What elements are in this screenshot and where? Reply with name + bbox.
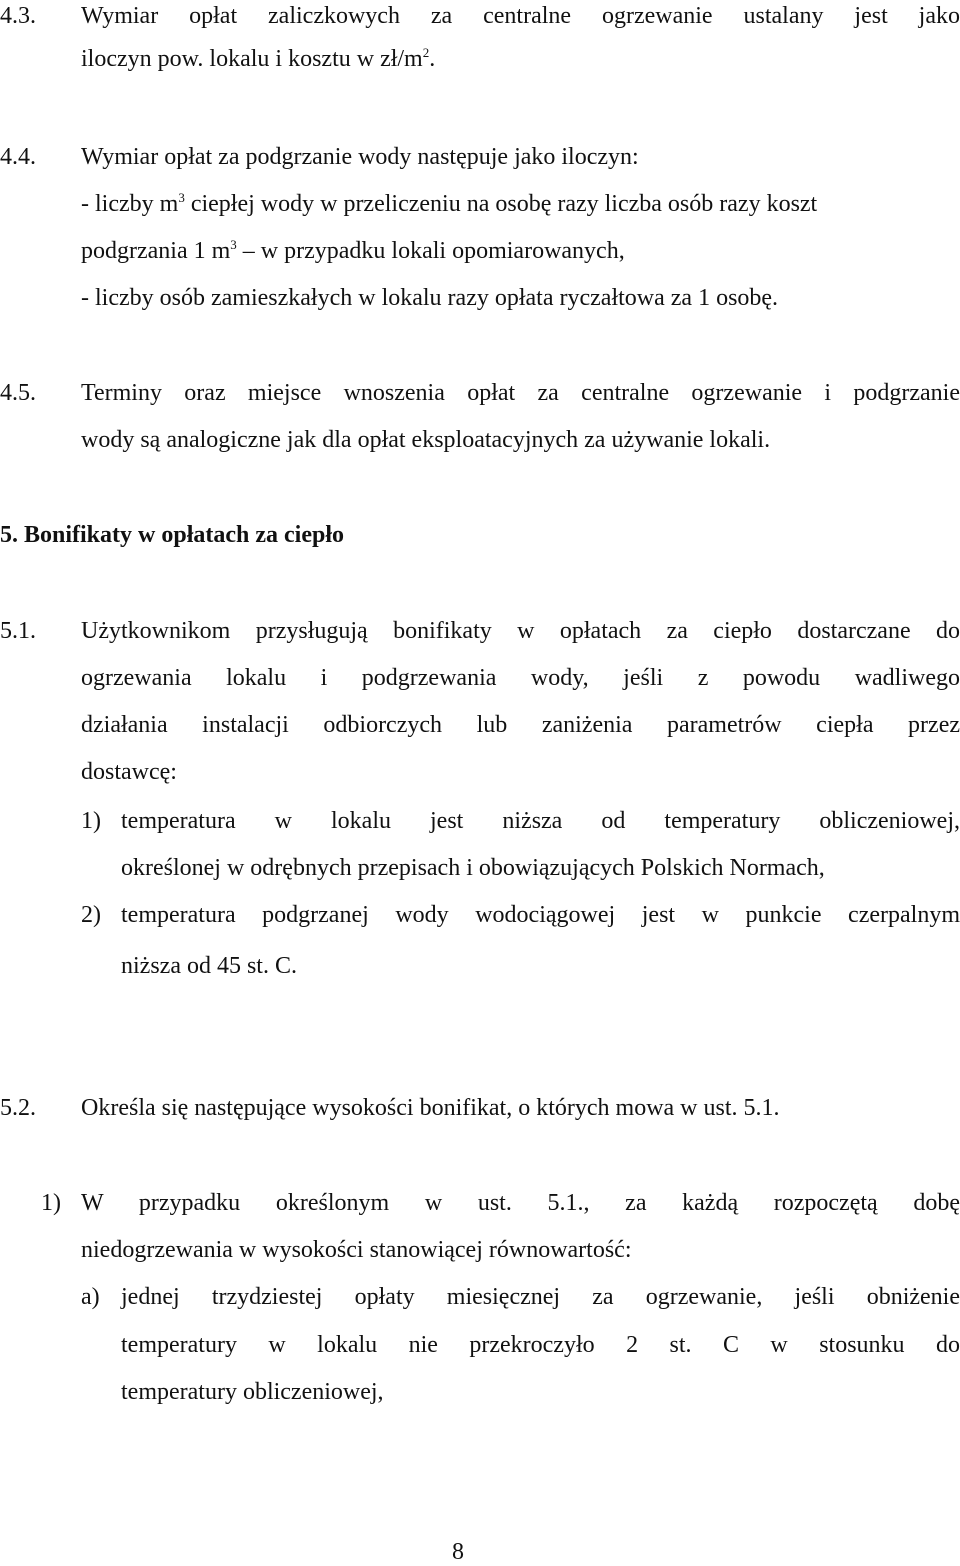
superscript: 3 bbox=[230, 237, 237, 252]
paragraph-line: wody są analogiczne jak dla opłat eksploatacyjnych za używanie lokali. bbox=[81, 427, 771, 453]
section-number: 5.2. bbox=[0, 1095, 36, 1121]
text-run: iloczyn pow. lokalu i kosztu w zł/m bbox=[81, 46, 423, 72]
paragraph-line: Określa się następujące wysokości bonifikat, o których mowa w ust. 5.1. bbox=[81, 1095, 780, 1121]
paragraph-line: - liczby osób zamieszkałych w lokalu razy opłata ryczałtowa za 1 osobę. bbox=[81, 285, 779, 311]
section-number: 4.5. bbox=[0, 380, 36, 406]
paragraph-line: Wymiar opłat zaliczkowych za centralne ogrzewanie ustalany jest jako bbox=[81, 3, 960, 29]
list-item-line: temperatury obliczeniowej, bbox=[121, 1379, 384, 1405]
text-run: . bbox=[429, 46, 436, 72]
list-item-line: temperatury w lokalu nie przekroczyło 2 st. C w stosunku do bbox=[121, 1332, 960, 1358]
list-item-number: 1) bbox=[41, 1190, 61, 1216]
text-run: - liczby m bbox=[81, 191, 179, 217]
section-heading: 5. Bonifikaty w opłatach za ciepło bbox=[0, 522, 345, 548]
paragraph-line bbox=[81, 45, 435, 73]
paragraph-line: dostawcę: bbox=[81, 759, 177, 785]
section-number: 4.3. bbox=[0, 3, 36, 29]
paragraph-line bbox=[81, 190, 817, 218]
section-number: 5.1. bbox=[0, 618, 36, 644]
list-item-line: określonej w odrębnych przepisach i obowiązujących Polskich Normach, bbox=[121, 855, 825, 881]
paragraph-line: Wymiar opłat za podgrzanie wody następuje jako iloczyn: bbox=[81, 144, 639, 170]
superscript: 3 bbox=[178, 190, 185, 205]
text-run: podgrzania 1 m bbox=[81, 238, 231, 264]
list-item-number: 1) bbox=[81, 808, 101, 834]
list-item-line: temperatura podgrzanej wody wodociągowej jest w punkcie czerpalnym bbox=[121, 902, 960, 928]
paragraph-line: Terminy oraz miejsce wnoszenia opłat za centralne ogrzewanie i podgrzanie bbox=[81, 380, 960, 406]
list-item-number: a) bbox=[81, 1284, 100, 1310]
list-item-line: niższa od 45 st. C. bbox=[121, 953, 297, 979]
list-item-line: temperatura w lokalu jest niższa od temperatury obliczeniowej, bbox=[121, 808, 960, 834]
paragraph-line: ogrzewania lokalu i podgrzewania wody, jeśli z powodu wadliwego bbox=[81, 665, 960, 691]
paragraph-line: działania instalacji odbiorczych lub zaniżenia parametrów ciepła przez bbox=[81, 712, 960, 738]
list-item-line: W przypadku określonym w ust. 5.1., za każdą rozpoczętą dobę bbox=[81, 1190, 960, 1216]
paragraph-line bbox=[81, 237, 625, 265]
list-item-line: niedogrzewania w wysokości stanowiącej równowartość: bbox=[81, 1237, 632, 1263]
page-number: 8 bbox=[452, 1539, 464, 1565]
section-number: 4.4. bbox=[0, 144, 36, 170]
text-run: – w przypadku lokali opomiarowanych, bbox=[236, 238, 625, 264]
superscript: 2 bbox=[422, 45, 430, 60]
list-item-line: jednej trzydziestej opłaty miesięcznej za ogrzewanie, jeśli obniżenie bbox=[121, 1284, 960, 1310]
list-item-number: 2) bbox=[81, 902, 101, 928]
paragraph-line: Użytkownikom przysługują bonifikaty w opłatach za ciepło dostarczane do bbox=[81, 618, 960, 644]
text-run: ciepłej wody w przeliczeniu na osobę razy liczba osób razy koszt bbox=[184, 191, 818, 217]
